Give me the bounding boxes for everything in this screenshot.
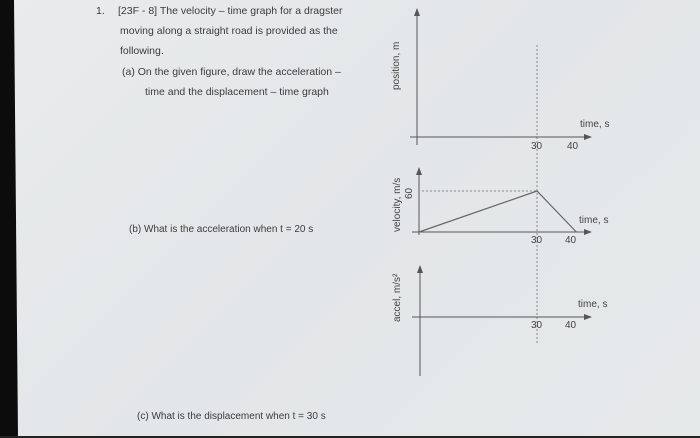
position-tick-40: 40 — [567, 141, 579, 152]
velocity-line — [419, 191, 576, 232]
question-line-3: following. — [120, 45, 164, 57]
accel-tick-40: 40 — [565, 320, 577, 331]
velocity-tick-40: 40 — [565, 235, 577, 246]
position-xlabel: time, s — [580, 119, 610, 130]
velocity-y-tick-60: 60 — [404, 187, 415, 199]
part-a-line-1: (a) On the given figure, draw the acceleration – — [122, 66, 341, 78]
accel-graph — [392, 266, 607, 376]
velocity-xlabel: time, s — [579, 215, 609, 226]
question-line-1: [23F - 8] The velocity – time graph for a dragster — [118, 5, 343, 17]
question-number: 1. — [96, 5, 105, 17]
accel-ylabel: accel, m/s² — [392, 273, 403, 322]
velocity-graph — [392, 168, 608, 246]
question-line-2: moving along a straight road is provided as the — [120, 25, 338, 37]
accel-xlabel: time, s — [578, 299, 608, 310]
position-ylabel: position, m — [391, 41, 402, 90]
part-c: (c) What is the displacement when t = 30 s — [137, 411, 326, 422]
part-a-line-2: time and the displacement – time graph — [145, 86, 329, 98]
velocity-ylabel: velocity, m/s — [392, 177, 403, 232]
position-tick-30: 30 — [531, 141, 543, 152]
accel-tick-30: 30 — [531, 320, 543, 331]
position-graph — [391, 9, 609, 152]
part-b: (b) What is the acceleration when t = 20 s — [129, 224, 314, 235]
velocity-tick-30: 30 — [531, 235, 543, 246]
